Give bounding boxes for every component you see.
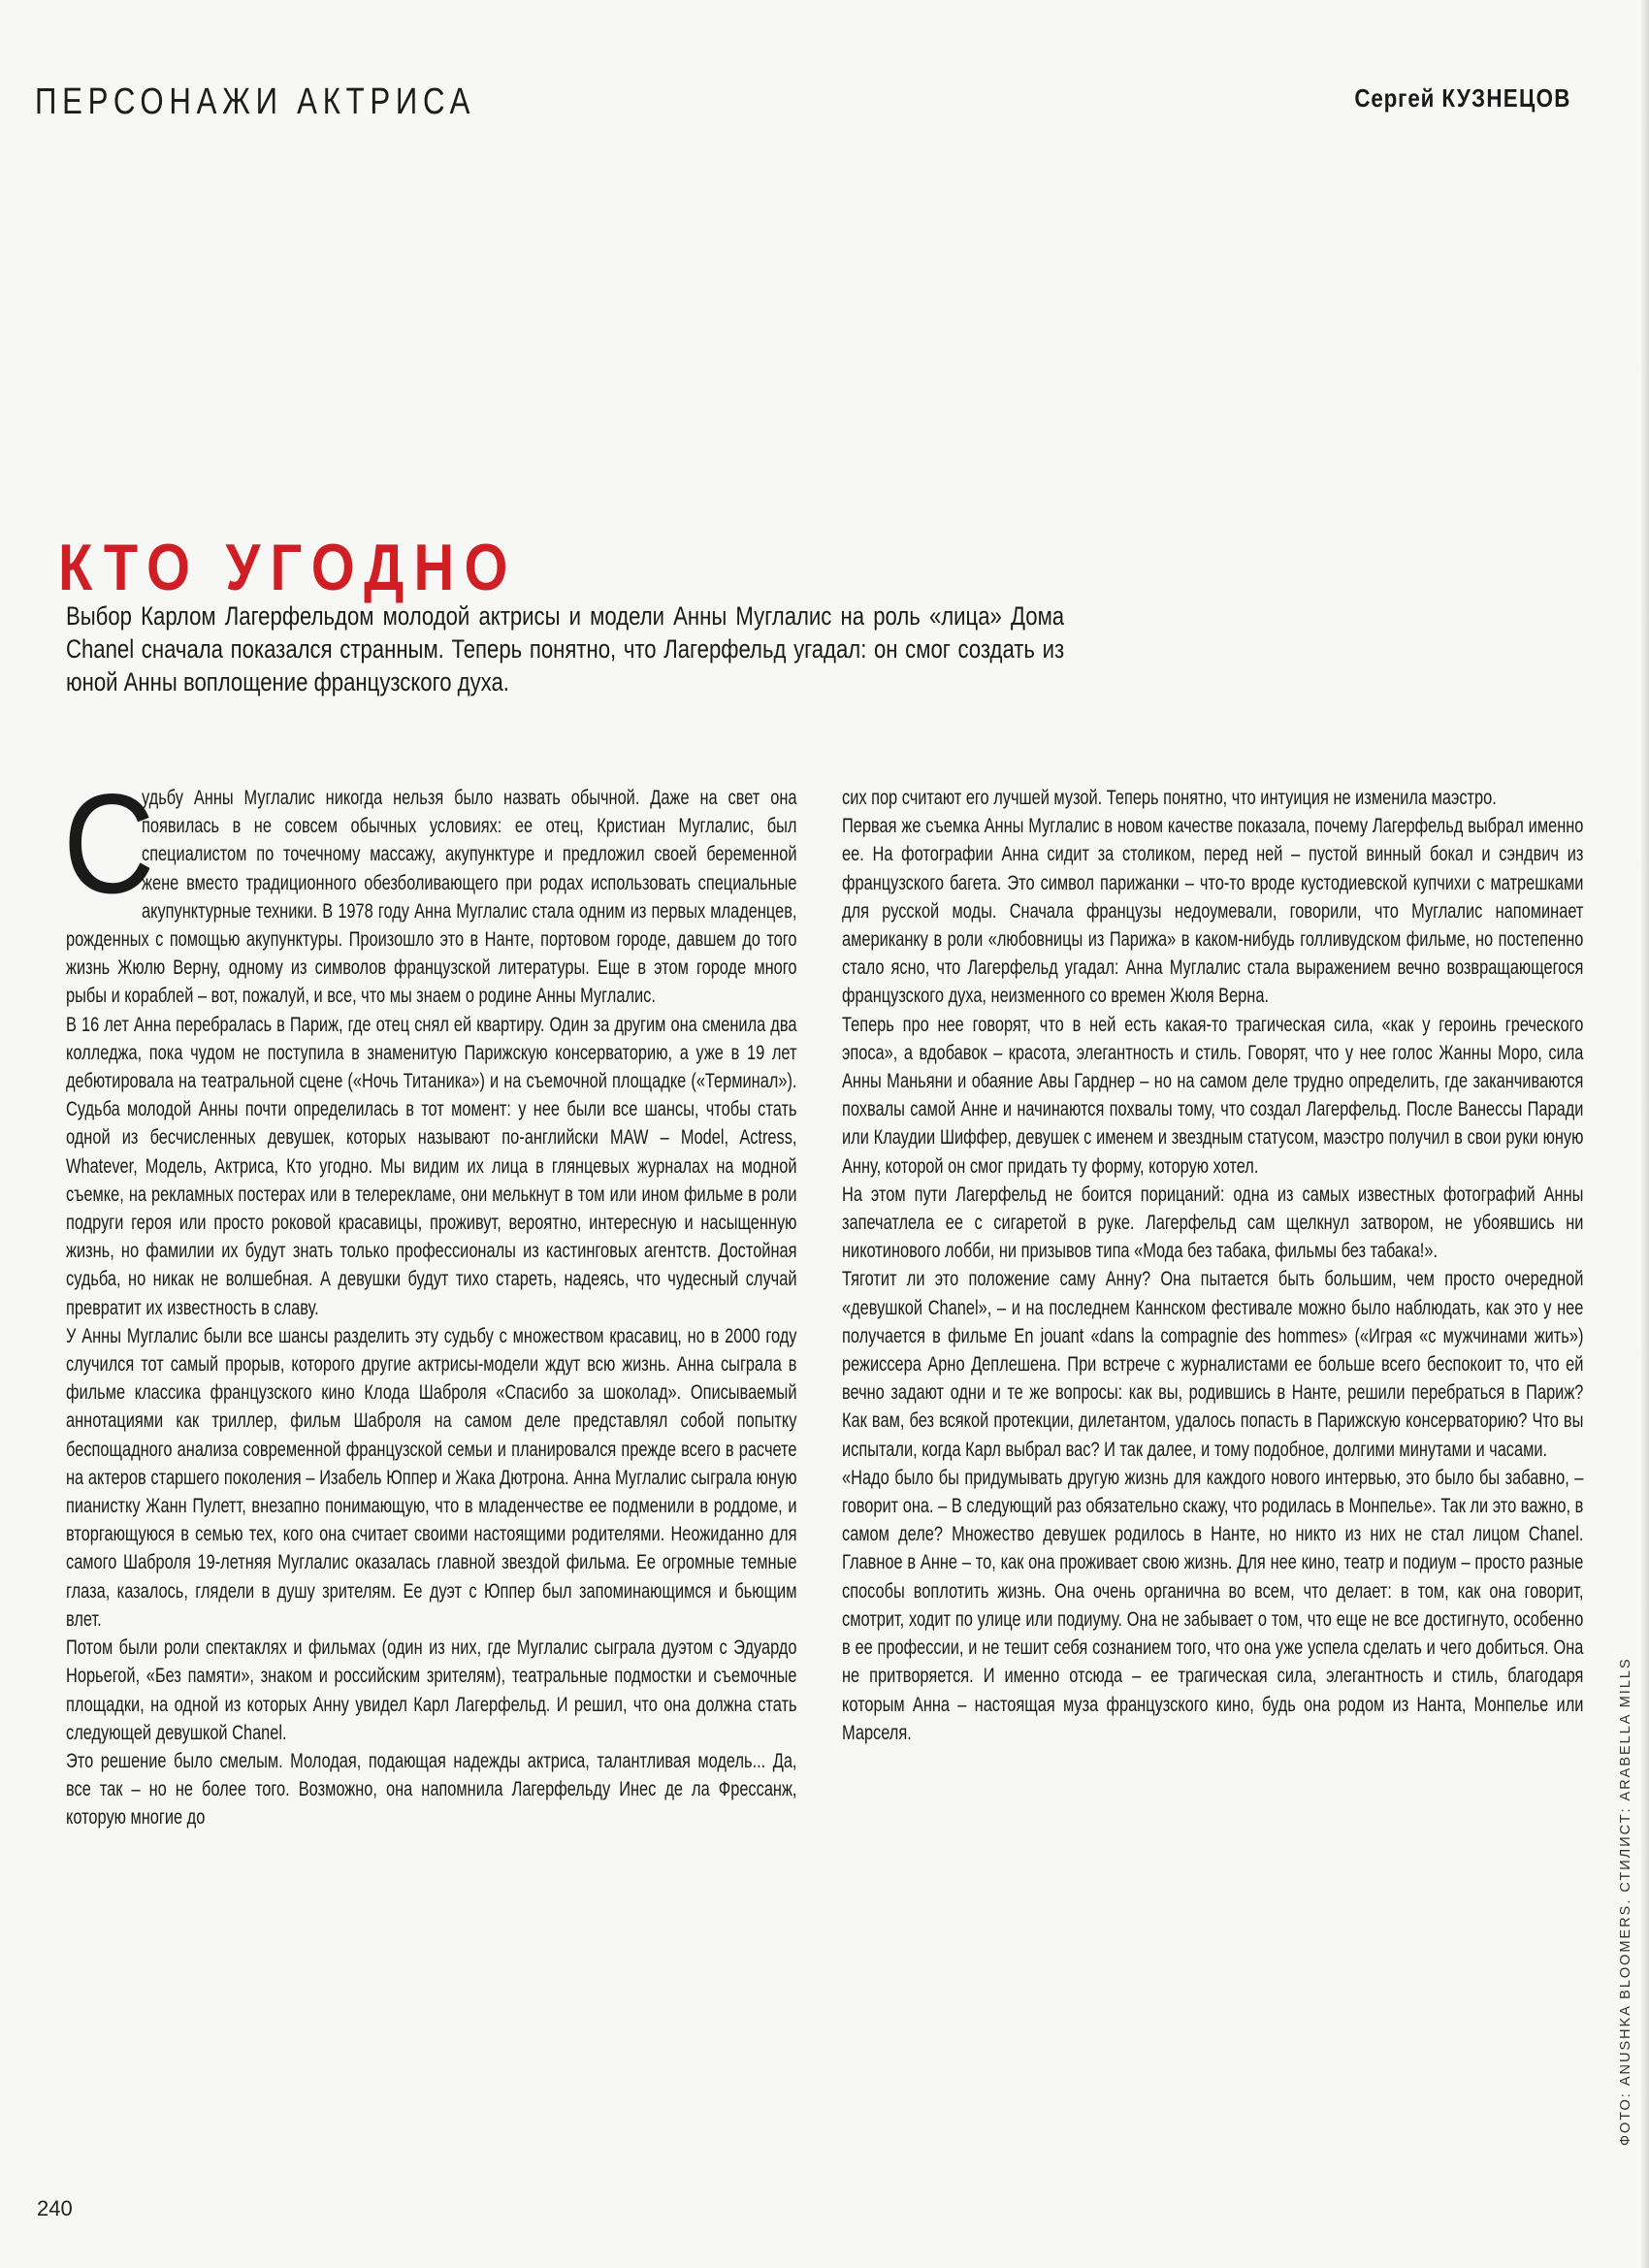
paragraph-1: С удьбу Анны Муглалис никогда нельзя было назвать обычной. Даже на свет она появилась в не совсем обычных условиях: ее отец, Кристиан Муглалис, был специалистом по точечному массажу, акупунктуре и предложил своей беременной жене вместо традиционного обезболивающего при родах использовать специальные акупунктурные техники. В 1978 году Анна Муглалис стала одним из первых младенцев, рожденных с помощью акупунктуры. Произошло это в Нанте, портовом городе, давшем до того жизнь Жюлю Верну, одному из символов французской литературы. Еще в этом городе много рыбы и кораблей – вот, пожалуй, и все, что мы знаем о родине Анны Муглалис. [62,764,797,1008]
photo-credit: ФОТО: ANUSHKA BLOOMERS. СТИЛИСТ: ARABELLA MILLS [1618,1657,1633,2146]
paragraph-4: Потом были роли спектаклях и фильмах (один из них, где Муглалис сыграла дуэтом с Эдуардо Норьегой, «Без памяти», знаком и российским зрителям), театральные подмостки и съемочные площадки, на одной из которых Анну увидел Карл Лагерфельд. И решил, что она должна стать следующей девушкой Chanel. [66,1636,797,1744]
page-edge [1641,0,1649,2268]
author-byline [1355,83,1571,113]
paragraph-3: У Анны Муглалис были все шансы разделить эту судьбу с множеством красавиц, но в 2000 году случился тот самый прорыв, которого другие актрисы-модели ждут всю жизнь. Анна сыграла в фильме классика французского кино Клода Шаброля «Спасибо за шоколад». Описываемый аннотациями как триллер, фильм Шаброля на самом деле представлял собой попытку беспощадного анализа современной французской семьи и планировался прежде всего в расчете на актеров старшего поколения – Изабель Юппер и Жака Дютрона. Анна Муглалис сыграла юную пианистку Жанн Пулетт, внезапно понимающую, что в младенчестве ее подменили в роддоме, и вторгающуюся в семью тех, кого она считает своими настоящими родителями. Неожиданно для самого Шаброля 19-летняя Муглалис оказалась главной звездой фильма. Ее огромные темные глаза, казалось, глядели в душу зрителям. Ее дуэт с Юппер был запоминающимся и бьющим влет. [66,1324,797,1631]
article-lead: Выбор Карлом Лагерфельдом молодой актрисы и модели Анны Муглалис на роль «лица» Дома Chanel сначала показался странным. Теперь понятно, что Лагерфельд угадал: он смог создать из юной Анны воплощение французского духа. [66,601,1065,697]
paragraph-10: «Надо было бы придумывать другую жизнь для каждого нового интервью, это было бы забавно, – говорит она. – В следующий раз обязательно скажу, что родилась в Монпелье». Так ли это важно, в самом деле? Множество девушек родилось в Нанте, но никто из них не стал лицом Chanel. Главное в Анне – то, как она проживает свою жизнь. Для нее кино, театр и подиум – просто разные способы воплотить жизнь. Она очень органична во всем, что делает: в том, как она говорит, смотрит, ходит по улице или подиуму. Она не забывает о том, что еще не все достигнуто, особенно в ее профессии, и не тешит себя сознанием того, что она уже успела сделать и чего добиться. Она не притворяется. И именно отсюда – ее трагическая сила, элегантность и стиль, благодаря которым Анна – настоящая муза французского кино, будь она родом из Нанта, Монпелье или Марселя. [842,1466,1584,1744]
section-label: ПЕРСОНАЖИ АКТРИСА [35,81,476,122]
page-number: 240 [37,2196,73,2220]
paragraph-6: Первая же съемка Анны Муглалис в новом качестве показала, почему Лагерфельд выбрал именно ее. На фотографии Анна сидит за столиком, перед ней – пустой винный бокал и сэндвич из французского багета. Это символ парижанки – что-то вроде кустодиевской купчихи с матрешками для русской моды. Сначала французы недоумевали, говорили, что Муглалис напоминает американку в роли «любовницы из Парижа» в каком-нибудь голливудском фильме, но постепенно стало ясно, что Лагерфельд угадал: Анна Муглалис стала выражением вечно возвращающегося французского духа, неизменного со времен Жюля Верна. [842,815,1584,1008]
paragraph-9: Тяготит ли это положение саму Анну? Она пытается быть большим, чем просто очередной «девушкой Chanel», – и на последнем Каннском фестивале можно было наблюдать, как это у нее получается в фильме En jouant «dans la compagnie des hommes» («Играя «с мужчинами жить») режиссера Арно Деплешена. При встрече с журналистами ее больше всего беспокоит то, что ей вечно задают одни и те же вопросы: как вы, родившись в Нанте, решили перебраться в Париж? Как вам, без всякой протекции, дилетантом, удалось попасть в Парижскую консерваторию? Что вы испытали, когда Карл выбрал вас? И так далее, и тому подобное, долгими минутами и часами. [842,1268,1584,1461]
author-last-name: КУЗНЕЦОВ [1441,83,1571,113]
body-column-right [842,784,1583,1747]
body-column-left [62,764,797,1832]
paragraph-7: Теперь про нее говорят, что в ней есть какая-то трагическая сила, «как у героинь греческого эпоса», а вдобавок – красота, элегантность и стиль. Говорят, что у нее голос Жанны Моро, сила Анны Маньяни и обаяние Авы Гарднер – но на самом деле трудно определить, где заканчиваются похвалы самой Анне и начинаются похвалы тому, что создал Лагерфельд. После Ванессы Паради или Клаудии Шиффер, девушек с именем и звездным статусом, маэстро получил в свои руки юную Анну, которой он смог придать ту форму, которую хотел. [842,1013,1584,1178]
author-first-name: Сергей [1354,83,1436,113]
article-title: КТО УГОДНО [58,530,518,604]
paragraph-8: На этом пути Лагерфельд не боится порицаний: одна из самых известных фотографий Анны запечатлела ее с сигаретой в руке. Лагерфельд сам щелкнул затвором, не убоявшись ни никотинового лобби, ни призывов типа «Мода без табака, фильмы без табака!». [842,1183,1584,1263]
paragraph-5-start: Это решение было смелым. Молодая, подающая надежды актриса, талантливая модель... Да, все так – но не более того. Возможно, она напомнила Лагерфельду Инес де ла Фрессанж, которую многие до [66,1749,797,1830]
paragraph-2: В 16 лет Анна перебралась в Париж, где отец снял ей квартиру. Один за другим она сменила два колледжа, пока чудом не поступила в знаменитую Парижскую консерваторию, а уже в 19 лет дебютировала на театральной сцене («Ночь Титаника») и на съемочной площадке («Терминал»). Судьба молодой Анны почти определилась в тот момент: у нее были все шансы, чтобы стать одной из бесчисленных девушек, которых называют по-английски MAW – Model, Actress, Whatever, Модель, Актриса, Кто угодно. Мы видим их лица в глянцевых журналах на модной съемке, на рекламных постерах или в телерекламе, они мелькнут в том или ином фильме в роли подруги героя или просто роковой красавицы, проживут, вероятно, интересную и насыщенную жизнь, но фамилии их будут знать только профессионалы из кастинговых агентств. Достойная судьба, но никак не волшебная. А девушки будут тихо стареть, надеясь, что чудесный случай превратит их известность в славу. [66,1013,797,1319]
drop-cap: С [62,764,155,923]
paragraph-5-end: сих пор считают его лучшей музой. Теперь понятно, что интуиция не изменила маэстро. [842,787,1497,809]
